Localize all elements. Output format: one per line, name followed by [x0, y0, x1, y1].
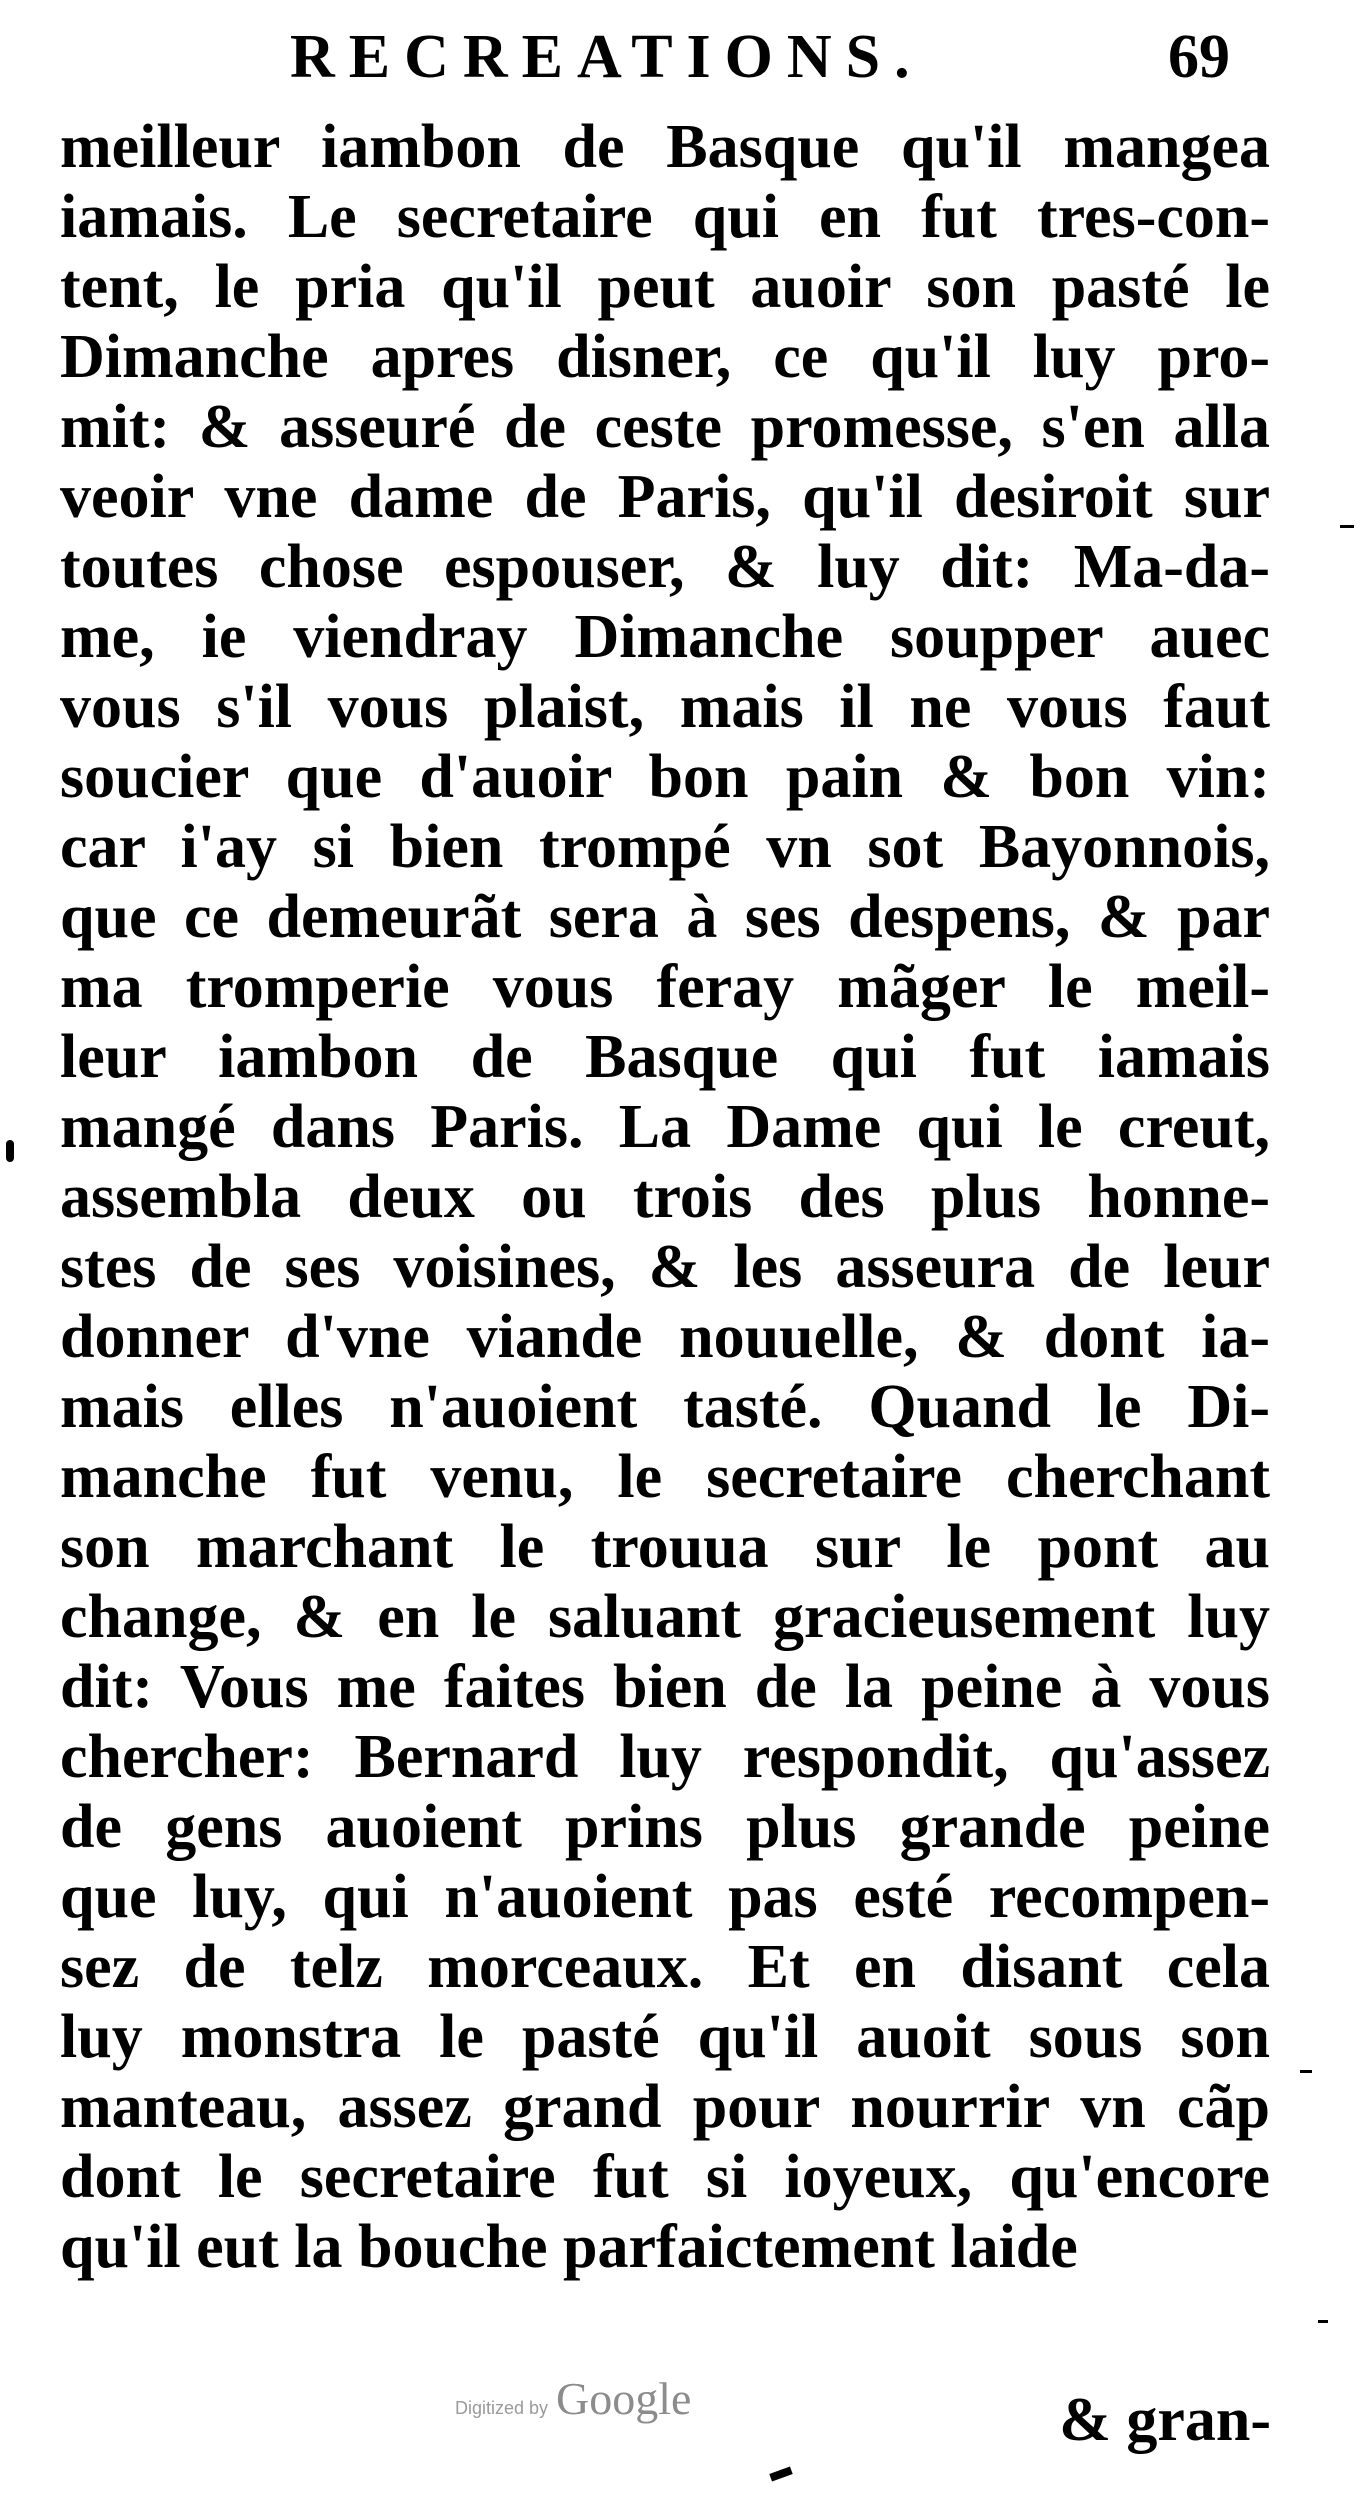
text-line: manteau, assez grand pour nourrir vn cãp: [60, 2073, 1270, 2141]
text-line: me, ie viendray Dimanche soupper auec: [60, 603, 1270, 671]
text-line: car i'ay si bien trompé vn sot Bayonnois,: [60, 813, 1270, 881]
catchword: & gran-: [1059, 2386, 1271, 2454]
text-line: que ce demeurãt sera à ses despens, & par: [60, 883, 1270, 951]
text-line: chercher: Bernard luy respondit, qu'assez: [60, 1723, 1270, 1791]
text-line: meilleur iambon de Basque qu'il mangea: [60, 113, 1270, 181]
text-line: qu'il eut la bouche parfaictement laide: [60, 2213, 1078, 2281]
running-title: RECREATIONS.: [290, 23, 924, 91]
google-logo: Google: [556, 2373, 692, 2424]
text-line: assembla deux ou trois des plus honne-: [60, 1163, 1270, 1231]
text-line: stes de ses voisines, & les asseura de leur: [60, 1233, 1270, 1301]
text-line: Dimanche apres disner, ce qu'il luy pro-: [60, 323, 1270, 391]
text-line: luy monstra le pasté qu'il auoit sous son: [60, 2003, 1270, 2071]
margin-mark: [769, 2466, 792, 2481]
text-line: mangé dans Paris. La Dame qui le creut,: [60, 1093, 1270, 1161]
text-line: mit: & asseuré de ceste promesse, s'en alla: [60, 393, 1270, 461]
text-line: de gens auoient prins plus grande peine: [60, 1793, 1270, 1861]
text-line: leur iambon de Basque qui fut iamais: [60, 1023, 1270, 1091]
text-line: veoir vne dame de Paris, qu'il desiroit sur: [60, 463, 1270, 531]
text-line: son marchant le trouua sur le pont au: [60, 1513, 1270, 1581]
text-line: iamais. Le secretaire qui en fut tres-con-: [60, 183, 1270, 251]
running-head: [290, 22, 1230, 92]
text-line: manche fut venu, le secretaire cherchant: [60, 1443, 1270, 1511]
margin-mark: [1340, 525, 1354, 528]
text-line: change, & en le saluant gracieusement luy: [60, 1583, 1270, 1651]
text-line: tent, le pria qu'il peut auoir son pasté le: [60, 253, 1270, 321]
text-line: toutes chose espouser, & luy dit: Ma-da-: [60, 533, 1270, 601]
digitized-by-google-watermark: [455, 2372, 691, 2428]
page-number: 69: [1168, 23, 1230, 91]
text-line: que luy, qui n'auoient pas esté recompen-: [60, 1863, 1270, 1931]
text-line: vous s'il vous plaist, mais il ne vous faut: [60, 673, 1270, 741]
text-line: donner d'vne viande nouuelle, & dont ia-: [60, 1303, 1270, 1371]
margin-mark: [6, 1140, 14, 1162]
digitized-by-label: Digitized by: [455, 2398, 549, 2418]
text-line: ma tromperie vous feray mãger le meil-: [60, 953, 1270, 1021]
text-line: dit: Vous me faites bien de la peine à vous: [60, 1653, 1270, 1721]
margin-mark: [1300, 2070, 1312, 2073]
text-line: sez de telz morceaux. Et en disant cela: [60, 1933, 1270, 2001]
text-line: mais elles n'auoient tasté. Quand le Di-: [60, 1373, 1270, 1441]
text-line: dont le secretaire fut si ioyeux, qu'encore: [60, 2143, 1270, 2211]
margin-mark: [1318, 2320, 1328, 2323]
body-text: [60, 112, 1270, 2282]
text-line: soucier que d'auoir bon pain & bon vin:: [60, 743, 1270, 811]
